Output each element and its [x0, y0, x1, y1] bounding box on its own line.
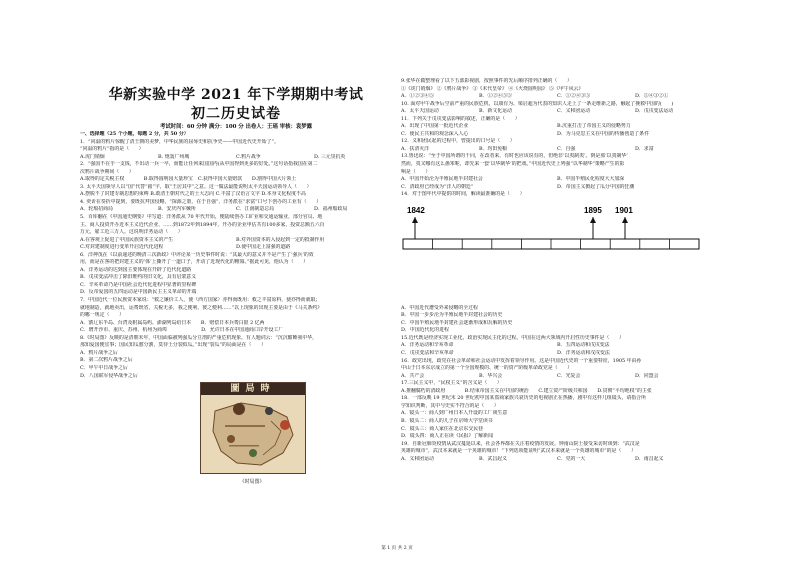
- arrow-1895: [590, 217, 596, 223]
- answer-option: A．义和团运动: [401, 455, 434, 462]
- answer-option: C.鸦片战争: [236, 153, 261, 160]
- figure-caption: 《时局图》: [239, 479, 265, 486]
- timeline-year-1895: 1895: [584, 205, 602, 215]
- right-question-lines-bottom: [401, 305, 713, 463]
- question-line: 然而，夷又哪有这么愚笨呢，却先来一套‘以华制华’的把戏。”中国近代史上列强“以华制华”策略产生的影: [401, 161, 625, 168]
- map-illustration: [201, 395, 305, 473]
- question-line: 5．百库翻在《中国通史纲要》中写道：洋务派从 70 年代开始，便陆续创办工矿业和交通运输业，部分官员、地: [80, 214, 323, 221]
- question-line: A．割辽东半岛、台湾及附属岛屿、澎湖列岛给日本 B．赔偿日本兵费白银 2 亿两: [80, 319, 265, 326]
- answer-option: B. 炮轰广州城: [158, 153, 190, 160]
- right-question-lines-top: [401, 78, 713, 199]
- question-line: C．甲午中日战争之后: [80, 364, 128, 371]
- answer-option: A．中国开始沦为半殖民地半封建社会: [401, 176, 483, 183]
- answer-option: A.在客观上促进了中国民族资本主义的产生: [80, 236, 174, 243]
- answer-options-row: [401, 342, 713, 350]
- answer-option: A．洋务运动和辛亥革命: [401, 342, 454, 349]
- answer-option: C．党的一大: [557, 455, 586, 462]
- question-line: B．镜头二：商人的儿子在京师大学堂读书: [401, 417, 493, 424]
- answer-option: B．武昌起义: [479, 455, 508, 462]
- question-line: 英雄的城市”，武汉本来就是一个英雄的城市！”下列选项能证明“武汉本来就是一个英雄的城市”的是（ ）: [401, 448, 636, 455]
- answer-option: B.沉重打击了帝国主义的侵略势力: [557, 123, 631, 130]
- answer-option: B．安庆内军械所: [158, 206, 196, 213]
- question-line: A．镜头一：商人到广州日本人开设的工厂谈生意: [401, 410, 508, 417]
- bear-figure: [233, 403, 245, 415]
- question-line: A．洋务运动的达到国主要体现在开辟了近代化道路: [80, 266, 192, 273]
- exam-subtitle: 初二历史试卷: [191, 106, 281, 122]
- question-line: 响是（ ）: [401, 168, 431, 175]
- question-line: B．戊戌变法冲击了除旧维约的旧文化，具有启蒙意义: [80, 274, 197, 281]
- arrow-1901: [622, 217, 628, 223]
- question-line: C．中国半殖民地半封建社会逐渐形成和瓦解的历史: [401, 319, 513, 326]
- arrow-1842: [412, 217, 418, 223]
- answer-option: B．均田免粮: [479, 145, 508, 152]
- question-line: 2．“强国不在乎一支钱，不出动一兵一卒，而能让任何来国国内(从中国得到更多的好处。”这句话指我国在第二: [80, 161, 318, 168]
- answer-option: A.虎门销烟: [80, 153, 105, 160]
- answer-option: A．轮船招商局: [80, 206, 113, 213]
- river-mark: [225, 425, 265, 427]
- answer-options-row: [401, 146, 713, 154]
- answer-option: D．福州船政局: [314, 206, 348, 213]
- answer-option: B．①②④⑤③: [479, 93, 512, 100]
- question-line: C．辛亥革命乃是中国社会近代化进程中显著的里程碑: [80, 281, 197, 288]
- figure-title: 圖局時: [201, 383, 305, 395]
- question-line: 15.近代既是经济实现工业化，政治实现民主化的过程。中国在这两大领域内开启性历史事件是（ ）: [401, 334, 624, 341]
- question-line: A.摆脱不了封建专制思想的束缚 B.敢清王朝对代之的土大志向 C.丰富了汉语言文字 D.本身文化程度不高: [80, 191, 306, 198]
- question-line: 16．政党出现，政党在社会革命和社会运动中发挥着领导作用。这是中国近代史的一个重要特征，1905 年由孙: [401, 357, 642, 364]
- left-question-lines: [80, 131, 392, 380]
- answer-option: A．扶清灭洋: [401, 145, 429, 152]
- page-footer: 第 1 页 共 2 页: [381, 546, 413, 551]
- question-line: B．中国一步步沦为半殖民地半封建社会的历史: [401, 312, 503, 319]
- question-line: 学知识判断，其中与史实不符合的是（ ）: [401, 402, 499, 409]
- answer-option: C.对封建制度进行变革开启近代化进程: [80, 244, 164, 251]
- exam-title: 华新实验中学 2021 年下学期期中考试: [108, 87, 364, 103]
- question-line: D．中国近代化的进程: [401, 327, 449, 334]
- question-line: 3. 太平天国领导人以“国”代替“圆”字，取“王居其中”之意。这一做法最能说明太平天国运动领导人（ ）: [80, 183, 312, 190]
- frog-figure: [249, 449, 257, 457]
- question-line: 那知爱国便宜事；国民知瓜愈分割，莫待土分裂似瓜。”出现“裂瓜”的局面是在（ ）: [80, 342, 267, 349]
- question-line: 11．下列关于戊戌变法影响的叙述，正确的是（ ）: [401, 115, 520, 122]
- question-line: 就地制造，就地卖出，运费既省，关税无多，我之便利，彼之便利……”以上现象的出现主要是由于《马关条约》: [80, 304, 323, 311]
- question-line: D．反帝爱国的五四运动是中国新民主主义革命的开端: [80, 289, 197, 296]
- exam-meta: 考试时间：60 分钟 满分：100 分 出卷人：王瑶 审核：袁梦露: [159, 124, 313, 130]
- question-line: A.取得的定关税主权 B.取得圆明园大量珍宝 C.获得中国大量赔款 D.割得中国大片领土: [80, 176, 297, 183]
- answer-option: D．⑤④③②①: [635, 93, 669, 100]
- answer-option: C．江南制造总局: [236, 206, 274, 213]
- question-line: “同温的鸦片”指的是（ ）: [80, 146, 144, 153]
- question-line: 19．自新冠肺炎疫情从武汉蔓延以来，社会各界都在关注着疫情的发展。钟南山院士接受采访时谈到：“武汉是: [401, 440, 640, 447]
- question-line: A．鸦片战争之后: [80, 349, 118, 356]
- eagle-figure: [265, 407, 273, 415]
- answer-option: C．戊戌变法和辛亥革命: [401, 350, 454, 357]
- river-mark: [229, 445, 259, 447]
- question-line: 6．洋神茂在《以前递述的晚清三次新政》中评论某一历史事件时说：“其最大的意义并不是产生了‘强兵’的效: [80, 251, 314, 258]
- question-line: 9.张华在做整理看了以下五部影视剧，按照事件的先后顺序排列正确的（ ）: [401, 78, 572, 84]
- answer-option: A．①②③④⑤: [401, 93, 434, 100]
- answer-option: D．南昌起义: [635, 455, 664, 462]
- sun-figure: [280, 420, 290, 430]
- question-line: D．八国联军侵华战争之后: [80, 372, 138, 379]
- answer-option: A．太平天国运动: [401, 108, 439, 115]
- answer-option: B．五四运动和戊戌变法: [557, 342, 610, 349]
- timeline-year-1842: 1842: [407, 205, 425, 215]
- timeline-year-1901: 1901: [615, 205, 633, 215]
- question-line: 8.《时局图》反映的是清朝末年，中国面临被列强瓜分豆剖的严重危机现象。有人题词云：“沉沉酣睡我中华，: [80, 334, 318, 341]
- answer-options-row: [401, 184, 713, 192]
- answer-option: B．华兴会: [479, 372, 503, 379]
- answer-option: C．清政府已经成为“洋人的朝廷”: [401, 183, 474, 190]
- answer-options-row: [401, 93, 713, 101]
- answer-option: D．帝国主义掀起了瓜分中国的狂潮: [557, 183, 635, 190]
- answer-option: D．戊戌变法运动: [635, 108, 674, 115]
- answer-options-row: [401, 176, 713, 184]
- answer-options-row: [401, 350, 713, 358]
- question-line: 主、商人投资开办近本主义近代企业，……到1872年到1894年，开办的企业申估共有100多家，投资总额五六百: [80, 221, 325, 228]
- answer-option: D．同盟会: [635, 372, 659, 379]
- question-line: 17.三民主义中，“民权主义”的含义是（ ）: [401, 380, 502, 387]
- answer-option: D．洋务运动和戊戌变法: [557, 350, 610, 357]
- answer-option: C．光复会: [557, 372, 581, 379]
- answer-options-row: [401, 456, 713, 464]
- timeline-figure: [401, 201, 701, 301]
- answer-option: B．新文化运动: [479, 108, 512, 115]
- answer-option: A．出现了中国第一批近代企业: [401, 123, 469, 130]
- question-line: 万元，雇工近三万人。这说明洋务运动（ ）: [80, 229, 183, 236]
- answer-option: C．使民主共和的观念深入人心: [401, 130, 469, 137]
- right-column: [401, 78, 713, 463]
- answer-options-row: [80, 154, 392, 162]
- left-column: [80, 131, 392, 485]
- question-line: 次鸦片战争期间（ ）: [80, 168, 134, 175]
- answer-option: D. 三元里抗英: [314, 153, 346, 160]
- question-line: A．中国近代遭受外来侵略的全过程: [401, 304, 478, 311]
- question-line: ①《虎门销烟》 ②《鸦片战争》 ③《末代皇帝》 ④《火烧圆明园》 ⑤《甲午风云》: [401, 85, 584, 92]
- answer-option: C．①②④③⑤: [557, 93, 591, 100]
- answer-option: B.对外国资本的入侵起到一定的抵制作用: [236, 236, 325, 243]
- question-line: B．第二次鸦片战争之后: [80, 357, 133, 364]
- question-line: 12．义和团民起的过程中，曾提出的口号是（ ）: [401, 138, 515, 145]
- answer-options-row: [80, 206, 392, 214]
- answer-option: D．求富: [635, 145, 654, 152]
- question-line: 中山于日本东京成立的第一个全国规模的、统一的资产阶级革命政党是（ ）: [401, 365, 573, 372]
- question-line: 14．对于图年代中提供的时间，解读最准确的是（ ）: [401, 191, 525, 198]
- question-line: 4. 奕䜣在奏折中提到，要既抗拜国侵略，“探源之策，在于自强”，洋务派在“求富”口号下创办的工业有（ ）: [80, 198, 322, 205]
- question-line: A.推翻腐朽的清政府 B.结束帝国主义在中国的统治 C.建立资产阶级共和国 D.贯彻“平均地权”的主张: [401, 387, 652, 394]
- answer-option: C．义和团运动: [557, 108, 591, 115]
- question-line: 1．“同温的鸦片惊醒了清王朝的美梦，中华民族的屈辱史和抗争史——中国近代史开始了”。: [80, 138, 279, 145]
- answer-options-row: [80, 237, 392, 245]
- answer-option: D.使中国走上富强的道路: [236, 244, 291, 251]
- answer-option: D．为马克思主义在中国的传播创造了条件: [557, 130, 649, 137]
- dog-figure: [227, 435, 235, 443]
- shiju-tu-figure: [200, 382, 306, 474]
- question-line: C．增开沙市、重庆、苏州、杭州为商埠 D．允许日本在中国通商口岸开设工厂: [80, 327, 284, 334]
- answer-options-row: [80, 244, 392, 252]
- answer-options-row: [401, 131, 713, 139]
- answer-option: B．中国半殖民化程度大大加深: [557, 176, 625, 183]
- question-line: 18．一部反映 19 世纪末 20 世纪初中国某盗商家族兴衰历史的电视剧正在热播，剧中有这样几组镜头，请指合所: [401, 395, 646, 402]
- question-line: D．镜头四：商人正在读《民报》了解新闻: [401, 433, 493, 440]
- answer-option: A．共产会: [401, 372, 425, 379]
- answer-options-row: [401, 373, 713, 381]
- answer-option: C．自强: [557, 145, 576, 152]
- section-heading: 一、选择题（25 个小题，每题 2 分，共 50 分）: [80, 131, 189, 137]
- question-line: C．镜头三：商人家住在北京东交民巷: [401, 425, 483, 432]
- question-line: 用，而是在客的把封建主义的‘体’上撕开了一道口子，开动了近现代化的帷幕。”据此可见，他认为（ ）: [80, 259, 309, 266]
- question-line: 7．中国近代一位民族资本家说：“救之廉价工人，使（西方国家）亦得而既用：救之丰富原料，使亦得而就取；: [80, 297, 321, 304]
- answer-options-row: [401, 108, 713, 116]
- question-line: 10. 面对甲午战争后空前严重的民族危机，以康有为、梁启超为代表的知识人走上了一条走维新之路，触起了挽救中国的( ): [401, 100, 674, 107]
- question-line: 的哪一规定（ ）: [80, 312, 125, 319]
- question-line: 13.鲁迅说：“至于中国所谓的千同，在改者来，有时也应该说有的，但绝非‘以夷制夷’。倒是那‘以夷制华’: [401, 153, 628, 160]
- answer-options-row: [401, 123, 713, 131]
